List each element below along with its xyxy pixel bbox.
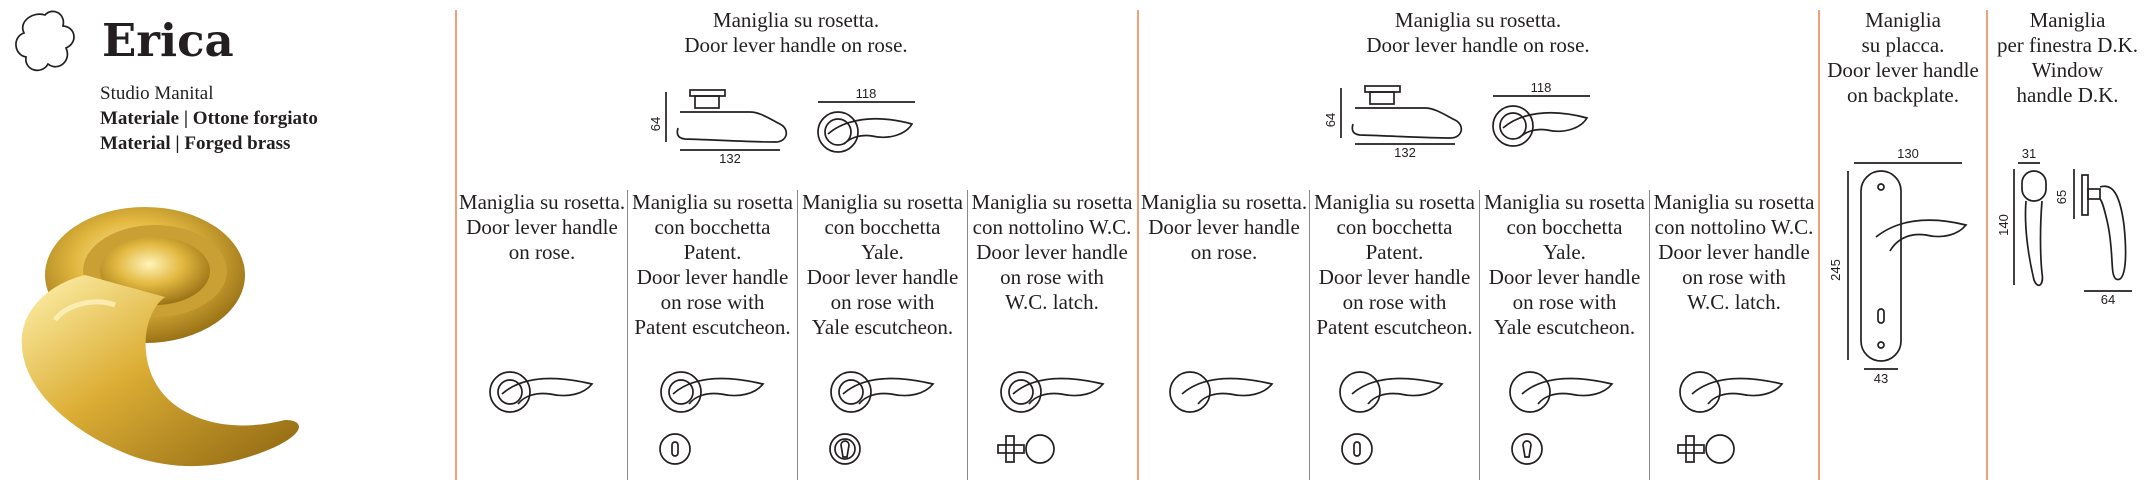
material-en: Material | Forged brass: [100, 133, 291, 154]
yale-escutcheon-icon: [828, 430, 862, 468]
group-title: Maniglia su rosetta. Door lever handle on rose.: [684, 8, 908, 57]
window-handle-drawing: [1998, 145, 2147, 305]
dim-rose-length: 118: [1530, 80, 1552, 95]
patent-escutcheon-icon: [658, 430, 692, 468]
variant-label: Maniglia su rosetta con bocchetta Yale. Door lever handle on rose with Yale escutcheon.: [802, 190, 963, 339]
brand-name: Erica: [102, 14, 234, 67]
handle-icon: [488, 368, 596, 414]
dim-depth: 65: [2054, 189, 2069, 205]
wc-latch-icon: [992, 428, 1060, 470]
flower-logo-icon: [14, 9, 76, 75]
variant-label: Maniglia su rosetta con bocchetta Patent. Door lever handle on rose with Patent escutcheon.: [632, 190, 793, 339]
dim-height: 64: [1323, 112, 1338, 128]
designer: Studio Manital: [100, 83, 214, 104]
dim-bottom: 43: [1873, 371, 1889, 386]
dim-width: 130: [1897, 146, 1919, 161]
patent-escutcheon-icon: [1340, 430, 1374, 468]
variant-label: Maniglia su rosetta con nottolino W.C. Door lever handle on rose with W.C. latch.: [971, 190, 1133, 314]
backplate-label: Maniglia su placca. Door lever handle on backplate.: [1827, 8, 1979, 107]
yale-escutcheon-icon: [1510, 430, 1544, 468]
dim-height: 64: [648, 116, 663, 132]
dim-rose-length: 118: [855, 86, 877, 101]
variant-label: Maniglia su rosetta. Door lever handle on rose.: [458, 190, 626, 264]
dim-height: 245: [1828, 259, 1843, 281]
handle-icon: [1338, 368, 1446, 414]
variant-label: Maniglia su rosetta con nottolino W.C. Door lever handle on rose with W.C. latch.: [1653, 190, 1815, 314]
variant-label: Maniglia su rosetta con bocchetta Patent. Door lever handle on rose with Patent escutcheon.: [1314, 190, 1475, 339]
handle-icon: [1678, 368, 1786, 414]
variant-label: Maniglia su rosetta con bocchetta Yale. Door lever handle on rose with Yale escutcheon.: [1484, 190, 1645, 339]
material-it: Materiale | Ottone forgiato: [100, 108, 318, 129]
dim-length: 132: [719, 151, 741, 166]
variant-label: Maniglia su rosetta. Door lever handle on rose.: [1140, 190, 1308, 264]
group-title: Maniglia su rosetta. Door lever handle on rose.: [1366, 8, 1590, 57]
product-photo: [15, 205, 335, 470]
handle-icon: [829, 368, 937, 414]
backplate-drawing: [1826, 145, 1986, 390]
handle-icon: [659, 368, 767, 414]
window-label: Maniglia per finestra D.K. Window handle D.K.: [1996, 8, 2139, 107]
dim-length: 132: [1394, 145, 1416, 160]
handle-icon: [1168, 368, 1276, 414]
dimension-drawing: [650, 84, 920, 164]
handle-icon: [1508, 368, 1616, 414]
wc-latch-icon: [1672, 428, 1740, 470]
dimension-drawing: [1325, 80, 1595, 164]
dim-window-height: 140: [1996, 214, 2011, 236]
handle-icon: [999, 368, 1107, 414]
dim-length: 64: [2100, 292, 2116, 307]
dim-rose: 31: [2021, 146, 2037, 161]
